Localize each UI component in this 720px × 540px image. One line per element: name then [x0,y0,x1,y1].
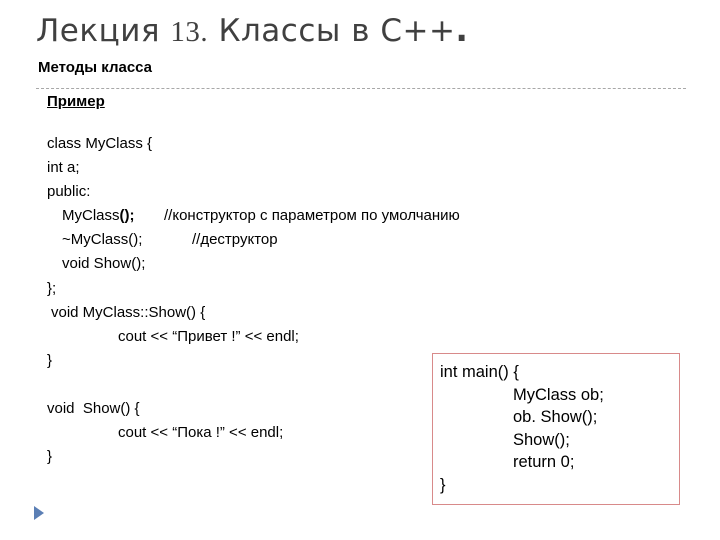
code-text: void Show() { [47,400,140,418]
code-text: cout << “Привет !” << endl; [118,327,299,345]
code-text: MyClass [62,207,120,225]
title-prefix: Лекция [36,13,171,49]
code-text: Show(); [513,430,570,449]
code-text: void Show(); [62,255,146,273]
triangle-bullet-icon [34,506,44,520]
code-text: } [47,351,53,369]
main-line [440,384,679,407]
title-number: 13. [170,16,209,48]
code-text: }; [47,279,57,297]
code-comment: //деструктор [192,231,278,249]
ctor-declaration [62,204,135,228]
code-text: MyClass ob; [513,385,604,404]
slide-title [36,10,468,49]
main-line [440,474,679,497]
example-label: Пример [47,93,105,110]
code-text: ob. Show(); [513,408,598,426]
code-text: int a; [47,159,80,177]
code-text: return 0; [513,453,575,471]
title-divider [36,88,686,89]
main-line [440,406,679,429]
main-function-box [432,353,680,505]
main-line [440,361,679,384]
slide-subtitle: Методы класса [38,59,153,76]
code-text: int main() { [440,363,519,381]
code-text-bold: (); [119,207,135,225]
title-dot: . [455,10,469,49]
code-text: public: [47,183,91,201]
title-text: Классы в С++ [208,13,456,49]
main-line [440,451,679,474]
code-text: cout << “Пока !” << endl; [118,424,284,442]
code-text: void MyClass::Show() { [51,303,206,321]
code-text: } [440,475,446,494]
code-text: } [47,448,53,466]
code-text: class MyClass { [47,135,153,152]
code-comment: //конструктор с параметром по умолчанию [164,207,460,225]
main-line [440,429,679,452]
code-text: ~MyClass(); [62,231,143,249]
